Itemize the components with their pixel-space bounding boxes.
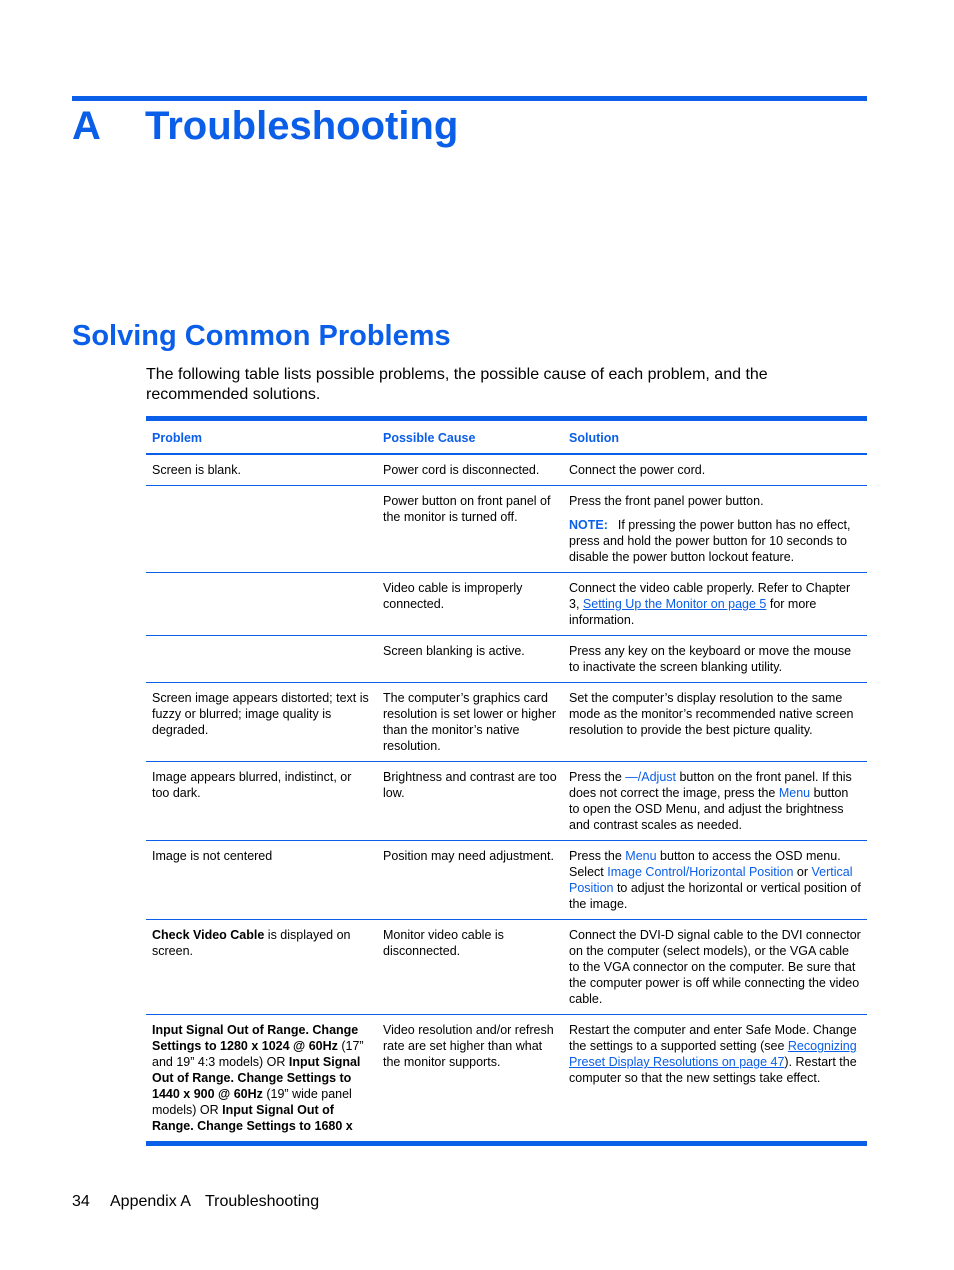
solution-cell (563, 1015, 867, 1144)
page-footer (72, 1192, 319, 1212)
horizontal-position-term: Image Control/Horizontal Position (607, 865, 794, 879)
solution-cell: Connect the DVI-D signal cable to the DVI connector on the computer (select models), or the VGA cable to the VGA connector on the computer. Be sure that the computer power is off while connecting the video cable. (569, 928, 861, 1006)
cause-cell: Video cable is improperly connected. (383, 581, 523, 611)
table-row (146, 486, 867, 573)
menu-button-term: Menu (778, 786, 811, 800)
solution-cell (563, 762, 867, 841)
chapter-letter: A (72, 104, 101, 148)
solution-text: button to access the OSD menu. Select (569, 849, 841, 879)
adjust-button-term: —/Adjust (625, 770, 676, 784)
menu-button-term: Menu (625, 849, 657, 863)
problem-cell (146, 573, 377, 636)
table-row (146, 636, 867, 683)
solution-cell (563, 841, 867, 920)
solution-text: or (793, 865, 812, 879)
solution-cell: Set the computer’s display resolution to the same mode as the monitor’s recommended native screen resolution to provide the best picture quality. (569, 691, 854, 737)
table-row (146, 920, 867, 1015)
table-row (146, 1015, 867, 1144)
cause-cell: Power button on front panel of the monitor is turned off. (383, 494, 551, 524)
chapter-title: Troubleshooting (145, 104, 459, 148)
solution-text: button on the front panel. If this does not correct the image, press the (569, 770, 852, 800)
problem-cell: Image is not centered (152, 849, 273, 863)
table-row (146, 683, 867, 762)
problem-cell (146, 920, 377, 1015)
cause-cell: Position may need adjustment. (383, 849, 554, 863)
problem-text: is displayed on screen. (152, 928, 351, 958)
solution-cell (563, 573, 867, 636)
solution-text: Press the front panel power button. (569, 494, 764, 508)
problem-bold-text: Input Signal Out of Range. Change Settings to 1280 x 1024 @ 60Hz (152, 1023, 359, 1053)
cause-cell: Brightness and contrast are too low. (383, 770, 557, 800)
problem-cell (146, 636, 377, 683)
table-row (146, 573, 867, 636)
solution-cell (563, 486, 867, 573)
footer-title: Troubleshooting (204, 1193, 320, 1210)
header-cause: Possible Cause (383, 431, 476, 445)
problem-bold-text: Check Video Cable (152, 928, 265, 942)
table-row (146, 454, 867, 486)
page-number: 34 (72, 1193, 90, 1210)
table-row (146, 762, 867, 841)
problem-text: (19” wide panel models) OR (152, 1087, 352, 1117)
note (569, 517, 861, 565)
problem-cell (146, 486, 377, 573)
note-text: If pressing the power button has no effect, press and hold the power button for 10 seconds to disable the power button lockout feature. (569, 518, 851, 564)
cause-cell: The computer’s graphics card resolution is set lower or higher than the monitor’s native resolution. (383, 691, 556, 753)
solution-text: ). Restart the computer so that the new settings take effect. (569, 1055, 857, 1085)
table-header-row (146, 419, 867, 455)
cause-cell: Monitor video cable is disconnected. (383, 928, 504, 958)
solution-cell: Connect the power cord. (569, 463, 706, 477)
problem-cell: Screen image appears distorted; text is fuzzy or blurred; image quality is degraded. (152, 691, 369, 737)
section-heading: Solving Common Problems (72, 320, 451, 352)
table-row (146, 841, 867, 920)
solution-text: Press the (569, 770, 626, 784)
solution-text: Restart the computer and enter Safe Mode. Change the settings to a supported setting (see (569, 1023, 857, 1053)
footer-label: Appendix A (110, 1193, 191, 1210)
problem-bold-text: Input Signal Out of Range. Change Settings to 1680 x (152, 1103, 353, 1133)
header-solution: Solution (569, 431, 619, 445)
problem-cell (146, 1015, 377, 1144)
problem-cell: Image appears blurred, indistinct, or too dark. (152, 770, 352, 800)
problem-cell: Screen is blank. (152, 463, 241, 477)
intro-paragraph: The following table lists possible problems, the possible cause of each problem, and the recommended solutions. (146, 366, 768, 403)
solution-text: button to open the OSD Menu, and adjust the brightness and contrast scales as needed. (569, 786, 849, 832)
chapter-heading (72, 100, 458, 152)
solution-text: Press the (569, 849, 626, 863)
problem-bold-text: Input Signal Out of Range. Change Settings to 1440 x 900 @ 60Hz (152, 1055, 361, 1101)
header-problem: Problem (152, 431, 203, 445)
solution-text: for more information. (569, 597, 817, 627)
cause-cell: Power cord is disconnected. (383, 463, 540, 477)
note-label: NOTE: (569, 518, 608, 532)
preset-resolutions-link[interactable]: Recognizing Preset Display Resolutions on page 47 (569, 1039, 857, 1069)
solution-cell: Press any key on the keyboard or move the mouse to inactivate the screen blanking utility. (569, 644, 852, 674)
setting-up-monitor-link[interactable]: Setting Up the Monitor on page 5 (582, 597, 767, 611)
problem-text: (17” and 19” 4:3 models) OR (152, 1039, 364, 1069)
solution-text: to adjust the horizontal or vertical position of the image. (569, 881, 861, 911)
vertical-position-term: Vertical Position (569, 865, 853, 895)
solution-text: Connect the video cable properly. Refer to Chapter 3, (569, 581, 851, 611)
cause-cell: Video resolution and/or refresh rate are set higher than what the monitor supports. (383, 1023, 554, 1069)
cause-cell: Screen blanking is active. (383, 644, 525, 658)
troubleshooting-table (146, 416, 867, 1146)
